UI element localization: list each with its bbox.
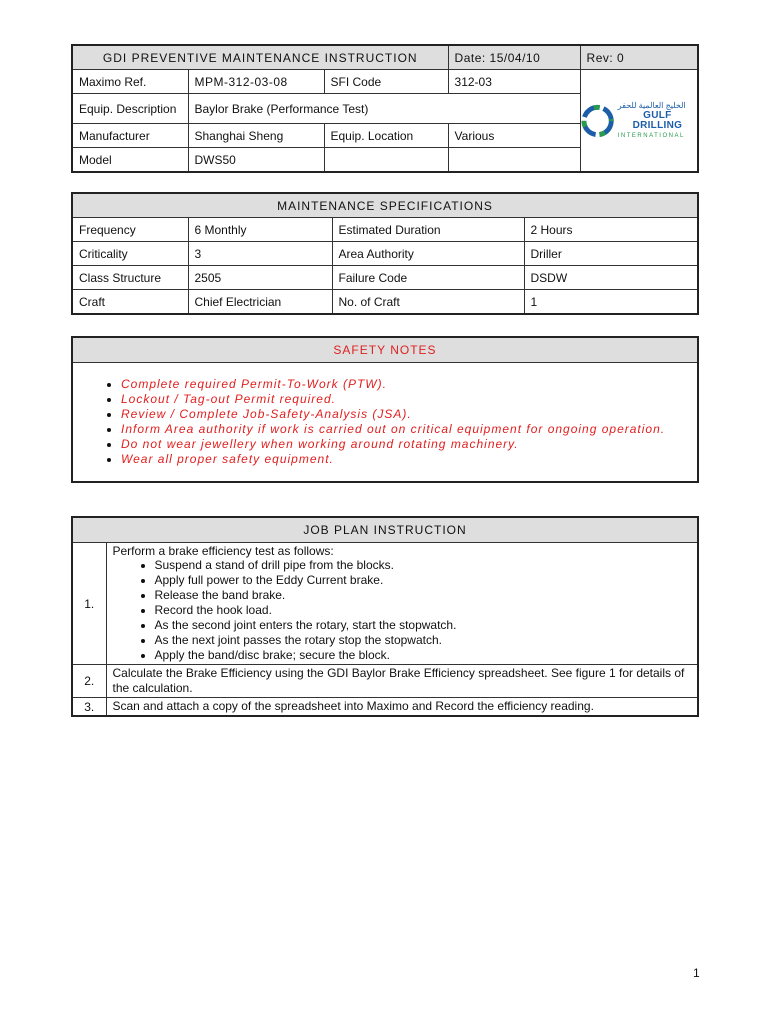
spec-label: Frequency (72, 218, 188, 242)
job-step-number: 2. (72, 665, 106, 698)
spec-value: 2505 (188, 266, 332, 290)
spec-label: Failure Code (332, 266, 524, 290)
spec-value: 6 Monthly (188, 218, 332, 242)
spec-row (72, 290, 698, 315)
empty-cell (324, 148, 448, 173)
logo-sub-text: INTERNATIONAL (617, 132, 685, 139)
job-step-bullet: • Apply full power to the Eddy Current brake. (155, 573, 692, 588)
job-step-content (106, 665, 698, 698)
spec-row (72, 218, 698, 242)
job-plan-title: JOB PLAN INSTRUCTION (72, 517, 698, 543)
job-step-bullet: • As the next joint passes the rotary stop the stopwatch. (155, 633, 692, 648)
maximo-ref-value: MPM-312-03-08 (188, 70, 324, 94)
maintenance-specifications-table (71, 192, 699, 315)
job-step-row (72, 543, 698, 665)
specifications-title: MAINTENANCE SPECIFICATIONS (72, 193, 698, 218)
safety-note-item: • Wear all proper safety equipment. (121, 452, 697, 467)
safety-note-item: • Do not wear jewellery when working around rotating machinery. (121, 437, 697, 452)
sfi-code-value: 312-03 (448, 70, 580, 94)
spec-label: No. of Craft (332, 290, 524, 315)
job-step-bullet: • Release the band brake. (155, 588, 692, 603)
safety-note-item: • Lockout / Tag-out Permit required. (121, 392, 697, 407)
company-logo (580, 70, 698, 173)
job-plan-table (71, 516, 699, 717)
job-step-content (106, 698, 698, 717)
spec-label: Estimated Duration (332, 218, 524, 242)
spec-value: DSDW (524, 266, 698, 290)
manufacturer-label: Manufacturer (72, 124, 188, 148)
job-step-text: Calculate the Brake Efficiency using the GDI Baylor Brake Efficiency spreadsheet. See figure 1 for details of the calculation. (112, 666, 685, 695)
equip-location-value: Various (448, 124, 580, 148)
job-step-bullet: • Record the hook load. (155, 603, 692, 618)
spec-value: Chief Electrician (188, 290, 332, 315)
spec-row (72, 242, 698, 266)
equip-description-value: Baylor Brake (Performance Test) (188, 94, 580, 124)
document-date: Date: 15/04/10 (448, 45, 580, 70)
spec-value: 3 (188, 242, 332, 266)
equip-description-label: Equip. Description (72, 94, 188, 124)
document-revision: Rev: 0 (580, 45, 698, 70)
safety-note-item: • Review / Complete Job-Safety-Analysis (JSA). (121, 407, 697, 422)
safety-notes-table (71, 336, 699, 483)
job-step-row (72, 665, 698, 698)
spec-label: Area Authority (332, 242, 524, 266)
job-step-bullet: • Suspend a stand of drill pipe from the blocks. (155, 558, 692, 573)
job-step-bullet: • Apply the band/disc brake; secure the block. (155, 648, 692, 663)
safety-notes-list (73, 363, 697, 481)
manufacturer-value: Shanghai Sheng (188, 124, 324, 148)
spec-label: Craft (72, 290, 188, 315)
model-value: DWS50 (188, 148, 324, 173)
gulf-drilling-logo-icon (581, 104, 614, 138)
safety-note-item: • Inform Area authority if work is carried out on critical equipment for ongoing operation. (121, 422, 697, 437)
logo-main-text: GULF DRILLING (632, 109, 683, 131)
job-step-bullet: • As the second joint enters the rotary, start the stopwatch. (155, 618, 692, 633)
spec-label: Class Structure (72, 266, 188, 290)
job-step-intro: Perform a brake efficiency test as follows: (112, 544, 334, 558)
empty-cell (448, 148, 580, 173)
spec-value: 1 (524, 290, 698, 315)
job-step-row (72, 698, 698, 717)
safety-notes-title: SAFETY NOTES (72, 337, 698, 363)
document-title: GDI PREVENTIVE MAINTENANCE INSTRUCTION (72, 45, 448, 70)
job-step-content (106, 543, 698, 665)
spec-value: 2 Hours (524, 218, 698, 242)
spec-label: Criticality (72, 242, 188, 266)
job-step-number: 3. (72, 698, 106, 717)
header-table (71, 44, 699, 173)
job-step-bullets (113, 558, 692, 663)
model-label: Model (72, 148, 188, 173)
sfi-code-label: SFI Code (324, 70, 448, 94)
spec-row (72, 266, 698, 290)
logo-arabic-text: الخليج العالمية للحفر (617, 100, 686, 110)
maximo-ref-label: Maximo Ref. (72, 70, 188, 94)
spec-value: Driller (524, 242, 698, 266)
safety-note-item: • Complete required Permit-To-Work (PTW). (121, 377, 697, 392)
page-number: 1 (693, 966, 700, 980)
job-step-number: 1. (72, 543, 106, 665)
equip-location-label: Equip. Location (324, 124, 448, 148)
job-step-text: Scan and attach a copy of the spreadsheet into Maximo and Record the efficiency reading. (112, 699, 594, 713)
